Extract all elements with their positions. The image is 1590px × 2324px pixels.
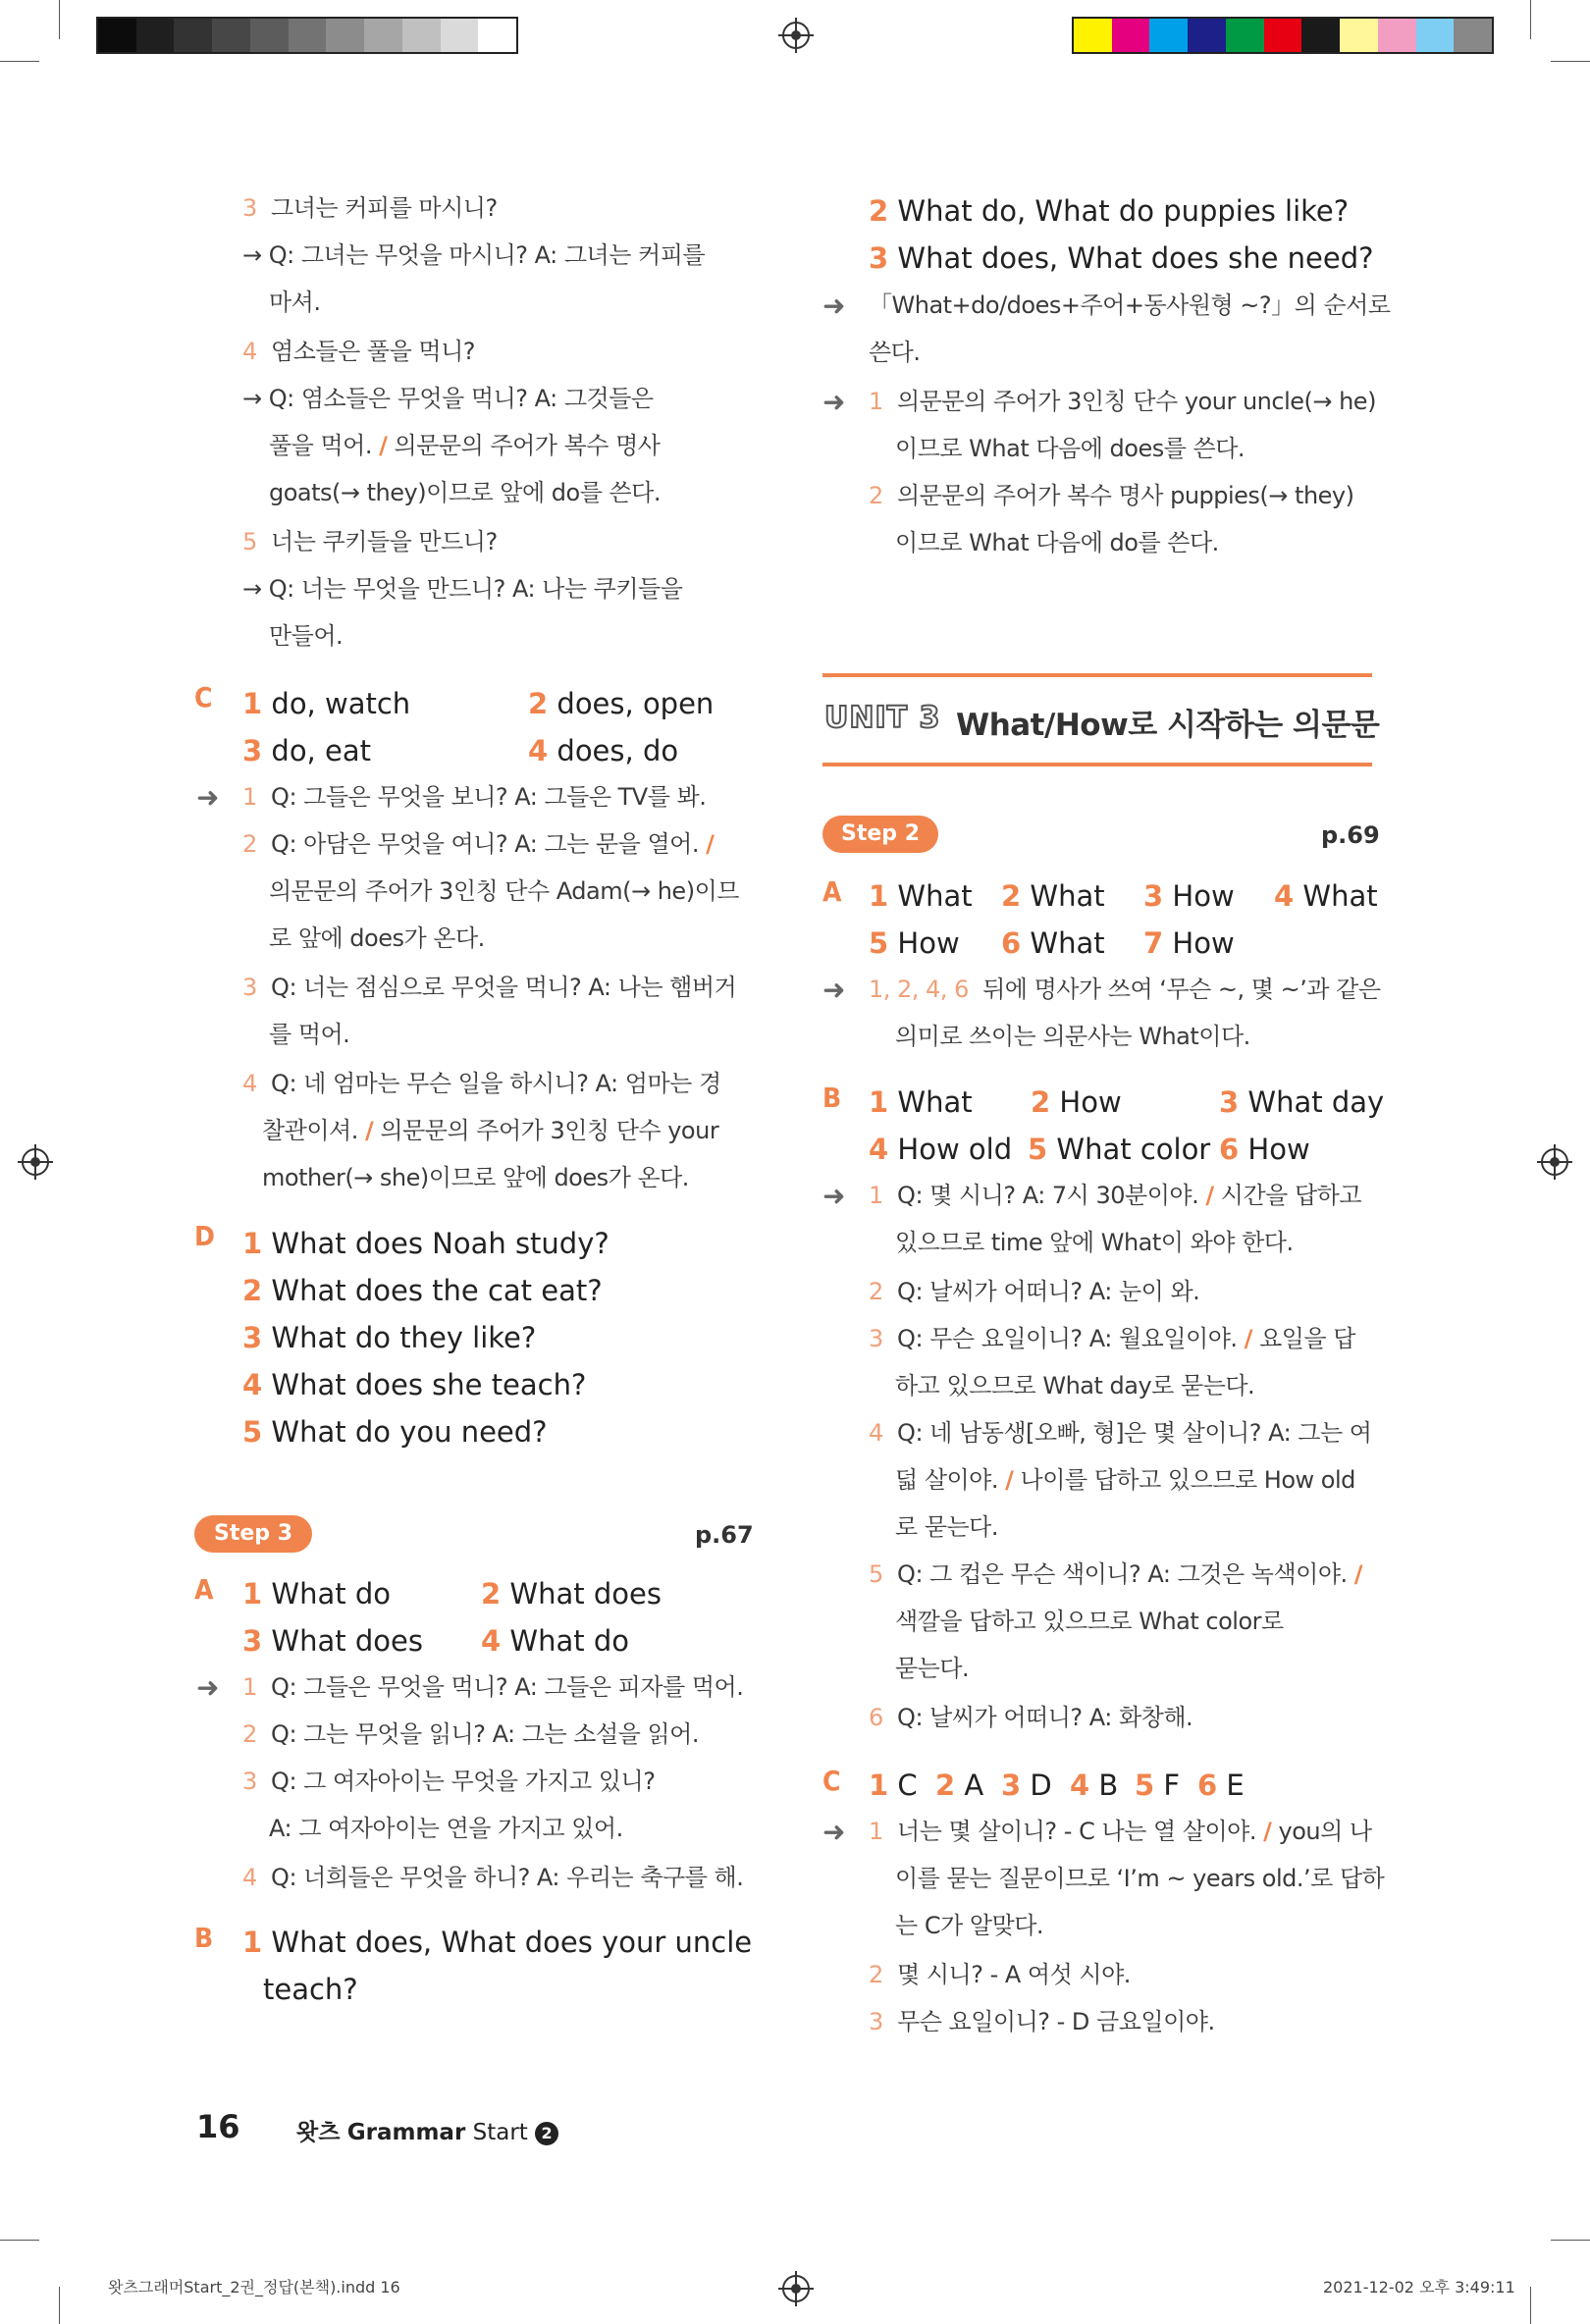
page-reference: p.67 (695, 1521, 754, 1549)
explanation: mother(→ she)이므로 앞에 does가 온다. (262, 1164, 689, 1191)
answer: 1 do, watch (242, 687, 411, 720)
explanation: 4 Q: 너희들은 무엇을 하니? A: 우리는 축구를 해. (242, 1864, 744, 1891)
list-item: → Q: 염소들은 무엇을 먹니? A: 그것들은 (242, 385, 654, 412)
answer: 4 What do (481, 1624, 629, 1658)
explanation: 덟 살이야. / 나이를 답하고 있으므로 How old (895, 1466, 1355, 1494)
registration-mark-bottom (782, 2275, 810, 2302)
section-letter: B (822, 1082, 842, 1114)
answer: 5 F (1135, 1769, 1181, 1802)
book-title: 왓츠 Grammar Start 2 (296, 2114, 558, 2146)
arrow-icon: ➜ (822, 974, 846, 1006)
arrow-icon: ➜ (822, 1816, 846, 1848)
answer: 2 What does (481, 1577, 662, 1611)
explanation: 의미로 쓰이는 의문사는 What이다. (895, 1023, 1250, 1050)
arrow-icon: ➜ (822, 1180, 846, 1212)
explanation: 색깔을 답하고 있으므로 What color로 (895, 1608, 1284, 1635)
explanation: 1 Q: 몇 시니? A: 7시 30분이야. / 시간을 답하고 (869, 1182, 1361, 1209)
step-3-badge: Step 3 (194, 1515, 312, 1553)
list-item: 4 염소들은 풀을 먹니? (242, 338, 476, 365)
list-item: → Q: 그녀는 무엇을 마시니? A: 그녀는 커피를 (242, 241, 706, 269)
section-letter: D (194, 1220, 215, 1252)
explanation: 는 C가 알맞다. (895, 1912, 1044, 1939)
explanation: 3 Q: 무슨 요일이니? A: 월요일이야. / 요일을 답 (869, 1325, 1355, 1352)
step-2-badge: Step 2 (822, 816, 938, 853)
list-item: 5 너는 쿠키들을 만드니? (242, 528, 498, 555)
section-letter: C (822, 1765, 841, 1797)
answer: 1 C (869, 1769, 918, 1802)
section-letter: A (822, 875, 842, 908)
crop-mark (59, 0, 60, 39)
explanation: 이므로 What 다음에 do를 쓴다. (895, 529, 1219, 556)
explanation: 5 Q: 그 컵은 무슨 색이니? A: 그것은 녹색이야. / (869, 1560, 1363, 1588)
list-item: goats(→ they)이므로 앞에 do를 쓴다. (269, 479, 661, 506)
answer: 1 What (869, 1085, 973, 1119)
explanation: 2 의문문의 주어가 복수 명사 puppies(→ they) (869, 482, 1354, 509)
unit-badge: UNIT 3 (824, 701, 941, 735)
explanation: 이므로 What 다음에 does를 쓴다. (895, 435, 1246, 462)
page-reference: p.69 (1321, 821, 1380, 849)
explanation: 3 무슨 요일이니? - D 금요일이야. (869, 2008, 1215, 2035)
explanation: 3 Q: 그 여자아이는 무엇을 가지고 있니? (242, 1768, 656, 1795)
explanation: 의문문의 주어가 3인칭 단수 Adam(→ he)이므 (269, 877, 739, 905)
answer: 3 D (1001, 1769, 1052, 1802)
arrow-icon: ➜ (822, 290, 846, 322)
answer: 3 What does, What does she need? (869, 241, 1374, 275)
volume-badge: 2 (535, 2122, 558, 2145)
explanation: 2 Q: 아담은 무엇을 여니? A: 그는 문을 열어. / (242, 830, 715, 858)
answer: 3 How (1143, 879, 1235, 913)
explanation: 로 묻는다. (895, 1513, 998, 1541)
crop-mark (0, 61, 39, 62)
answer: 4 B (1070, 1769, 1119, 1802)
arrow-icon: ➜ (196, 1671, 220, 1704)
list-item: 만들어. (269, 622, 344, 650)
explanation: 4 Q: 네 남동생[오빠, 형]은 몇 살이니? A: 그는 여 (869, 1419, 1372, 1447)
explanation: 1 Q: 그들은 무엇을 먹니? A: 그들은 피자를 먹어. (242, 1673, 744, 1701)
color-bar (1072, 17, 1494, 54)
answer: 6 What (1001, 926, 1105, 960)
explanation: 1 너는 몇 살이니? - C 나는 열 살이야. / you의 나 (869, 1818, 1372, 1845)
explanation: 1 의문문의 주어가 3인칭 단수 your uncle(→ he) (869, 388, 1376, 415)
answer: 1 What does Noah study? (242, 1227, 610, 1260)
answer: 6 How (1219, 1133, 1310, 1166)
explanation: 6 Q: 날씨가 어떠니? A: 화창해. (869, 1704, 1193, 1731)
crop-mark (1530, 0, 1531, 39)
explanation: 「What+do/does+주어+동사원형 ~?」의 순서로 (869, 291, 1391, 319)
answer: 4 How old (869, 1133, 1013, 1166)
crop-mark (1551, 61, 1590, 62)
explanation: 2 Q: 그는 무엇을 읽니? A: 그는 소설을 읽어. (242, 1720, 699, 1748)
unit-rule-bottom (822, 763, 1372, 766)
answer: 2 What does the cat eat? (242, 1274, 603, 1307)
answer: 6 E (1197, 1769, 1245, 1802)
section-letter: A (194, 1573, 214, 1606)
unit-title: What/How로 시작하는 의문문 (956, 708, 1380, 743)
answer: 4 What does she teach? (242, 1368, 587, 1401)
answer: 2 A (935, 1769, 984, 1802)
crop-mark (1530, 2287, 1531, 2324)
explanation: 이를 묻는 질문이므로 ‘I’m ~ years old.’로 답하 (895, 1865, 1385, 1892)
answer: 5 What color (1028, 1133, 1211, 1166)
answer: 2 What do, What do puppies like? (869, 194, 1350, 228)
list-item: → Q: 너는 무엇을 만드니? A: 나는 쿠키들을 (242, 575, 683, 603)
list-item: 풀을 먹어. / 의문문의 주어가 복수 명사 (269, 432, 661, 459)
explanation: 1 Q: 그들은 무엇을 보니? A: 그들은 TV를 봐. (242, 783, 707, 811)
slug-filename: 왓츠그래머Start_2권_정답(본책).indd 16 (108, 2278, 400, 2297)
registration-mark-right (1541, 1148, 1568, 1176)
answer: 4 What (1274, 879, 1378, 913)
explanation: 묻는다. (895, 1655, 970, 1682)
crop-mark (59, 2287, 60, 2324)
registration-mark-top (782, 22, 810, 49)
answer: 4 does, do (528, 734, 679, 767)
answer: 3 What do they like? (242, 1321, 537, 1354)
crop-mark (0, 2240, 39, 2241)
answer: 3 What does (242, 1624, 423, 1658)
explanation: 를 먹어. (269, 1021, 350, 1048)
answer: 5 What do you need? (242, 1415, 548, 1449)
registration-mark-left (22, 1148, 49, 1176)
grayscale-bar (96, 17, 518, 54)
explanation: 있으므로 time 앞에 What이 와야 한다. (895, 1229, 1294, 1256)
explanation: 3 Q: 너는 점심으로 무엇을 먹니? A: 나는 햄버거 (242, 974, 737, 1001)
answer: 1 What (869, 879, 973, 913)
answer: 1 What does, What does your uncle (242, 1926, 753, 1959)
explanation: 쓴다. (869, 339, 921, 366)
answer: 2 What (1001, 879, 1105, 913)
answer: 2 does, open (528, 687, 715, 720)
list-item: 마셔. (269, 289, 321, 316)
section-letter: C (194, 681, 213, 713)
explanation: 4 Q: 네 엄마는 무슨 일을 하시니? A: 엄마는 경 (242, 1070, 721, 1097)
slug-timestamp: 2021-12-02 오후 3:49:11 (1323, 2278, 1515, 2297)
explanation: 2 Q: 날씨가 어떠니? A: 눈이 와. (869, 1278, 1200, 1305)
answer: 3 What day (1219, 1085, 1385, 1119)
answer: 3 do, eat (242, 734, 371, 767)
explanation: A: 그 여자아이는 연을 가지고 있어. (269, 1815, 623, 1842)
answer: 1 What do (242, 1577, 391, 1611)
arrow-icon: ➜ (822, 386, 846, 418)
list-item: 3 그녀는 커피를 마시니? (242, 194, 498, 222)
section-letter: B (194, 1922, 214, 1954)
answer: 2 How (1031, 1085, 1122, 1119)
page-number: 16 (196, 2108, 240, 2145)
answer: 5 How (869, 926, 960, 960)
answer: teach? (263, 1973, 358, 2006)
explanation: 하고 있으므로 What day로 묻는다. (895, 1372, 1255, 1400)
explanation: 로 앞에 does가 온다. (269, 924, 485, 952)
unit-rule-top (822, 673, 1372, 677)
explanation: 2 몇 시니? - A 여섯 시야. (869, 1961, 1131, 1988)
arrow-icon: ➜ (196, 781, 220, 814)
explanation: 찰관이셔. / 의문문의 주어가 3인칭 단수 your (262, 1117, 719, 1144)
explanation: 1, 2, 4, 6 뒤에 명사가 쓰여 ‘무슨 ~, 몇 ~’과 같은 (869, 976, 1381, 1003)
answer: 7 How (1143, 926, 1235, 960)
crop-mark (1551, 2240, 1590, 2241)
